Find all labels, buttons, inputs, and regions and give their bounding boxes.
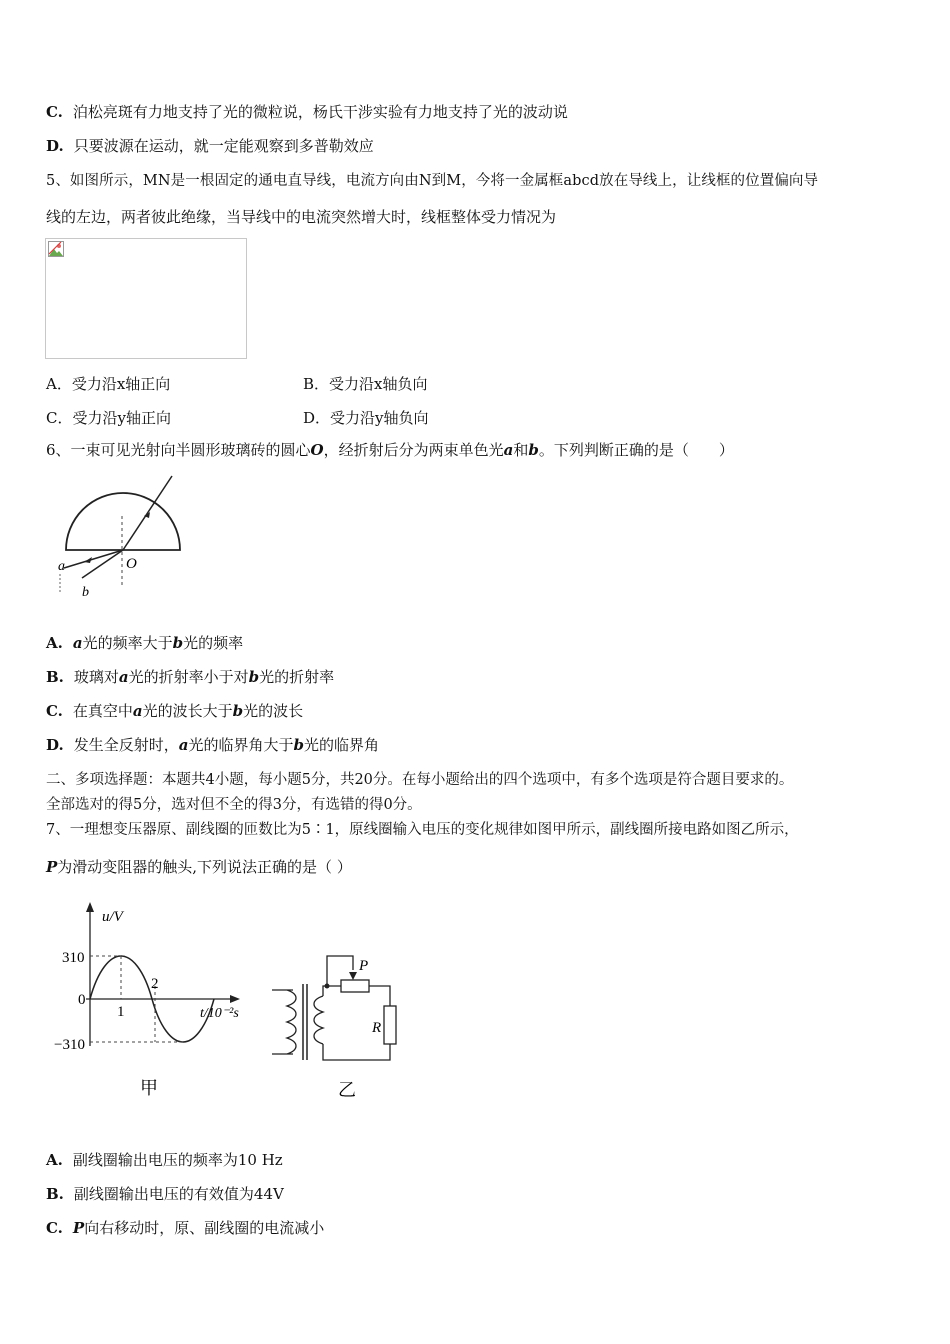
x-tick-1: 1: [117, 1004, 125, 1020]
q6-semicircle-figure: [50, 470, 190, 600]
label-P: P: [359, 958, 369, 974]
y-tick-max: 310: [62, 950, 85, 966]
secondary-coil: [314, 996, 323, 1044]
incident-ray: [123, 476, 172, 550]
x-tick-2: 2: [151, 976, 159, 992]
q7-stem-line1: 7、一理想变压器原、副线圈的匝数比为5∶1，原线圈输入电压的变化规律如图甲所示，副线圈所接电路如图乙所示，: [46, 822, 799, 838]
label-b: b: [82, 585, 89, 600]
q5-stem-line1: 5、如图所示，MN是一根固定的通电直导线，电流方向由N到M，今将一金属框abcd放在导线上，让线框的位置偏向导: [46, 173, 819, 189]
q7-option-a: A. 副线圈输出电压的频率为10 Hz: [46, 1151, 283, 1169]
section2-line2: 全部选对的得5分，选对但不全的得3分，有选错的得0分。: [46, 797, 422, 813]
q5-option-b: B．受力沿x轴负向: [303, 375, 428, 393]
rheostat: [341, 980, 369, 992]
q6-option-d: D. 发生全反射时，a光的临界角大于b光的临界角: [46, 736, 379, 754]
q5-stem-line2: 线的左边，两者彼此绝缘，当导线中的电流突然增大时，线框整体受力情况为: [46, 208, 557, 226]
q6-stem: 6、一束可见光射向半圆形玻璃砖的圆心O，经折射后分为两束单色光a和b。下列判断正确的是（ ）: [46, 441, 734, 459]
label-R: R: [372, 1020, 382, 1036]
resistor-R: [384, 1006, 396, 1044]
caption-jia: 甲: [140, 1078, 158, 1098]
ray-b: [82, 550, 123, 578]
section2-line1: 二、多项选择题：本题共4小题，每小题5分，共20分。在每小题给出的四个选项中，有多个选项是符合题目要求的。: [46, 772, 794, 788]
label-O: O: [126, 556, 137, 572]
q4-option-d: D. 只要波源在运动，就一定能观察到多普勒效应: [46, 137, 374, 155]
slider-arrow: [349, 972, 357, 980]
q7-stem-line2: P为滑动变阻器的触头,下列说法正确的是（ ）: [46, 858, 352, 876]
q7-option-c: C. P向右移动时，原、副线圈的电流减小: [46, 1219, 325, 1237]
y-tick-min: −310: [54, 1037, 85, 1053]
label-a: a: [58, 559, 65, 574]
q4-option-c: C. 泊松亮斑有力地支持了光的微粒说，杨氏干涉实验有力地支持了光的波动说: [46, 103, 568, 121]
glass-semicircle: [66, 493, 180, 550]
q7-circuit-figure: [265, 940, 405, 1105]
junction-dot: [325, 984, 330, 989]
x-axis-arrow: [230, 995, 240, 1003]
ray-a-arrow: [84, 557, 92, 563]
caption-yi: 乙: [338, 1080, 356, 1100]
q6-option-a: A. a光的频率大于b光的频率: [46, 634, 244, 652]
y-axis-label: u/V: [102, 909, 123, 925]
broken-image-icon: [48, 241, 64, 257]
q6-option-b: B. 玻璃对a光的折射率小于对b光的折射率: [46, 668, 335, 686]
circuit-wires: [323, 956, 390, 1060]
q7-waveform-figure: [50, 900, 260, 1105]
y-tick-zero: 0: [78, 992, 86, 1008]
q5-option-a: A．受力沿x轴正向: [46, 375, 171, 393]
q7-option-b: B. 副线圈输出电压的有效值为44V: [46, 1185, 284, 1203]
x-axis-label: t/10⁻²s: [200, 1006, 239, 1021]
ray-a: [64, 550, 123, 568]
primary-coil: [272, 990, 296, 1054]
q5-option-c: C．受力沿y轴正向: [46, 409, 171, 427]
q5-option-d: D．受力沿y轴负向: [303, 409, 429, 427]
q6-option-c: C. 在真空中a光的波长大于b光的波长: [46, 702, 304, 720]
y-axis-arrow: [86, 902, 94, 912]
q5-figure-placeholder: [45, 238, 247, 359]
